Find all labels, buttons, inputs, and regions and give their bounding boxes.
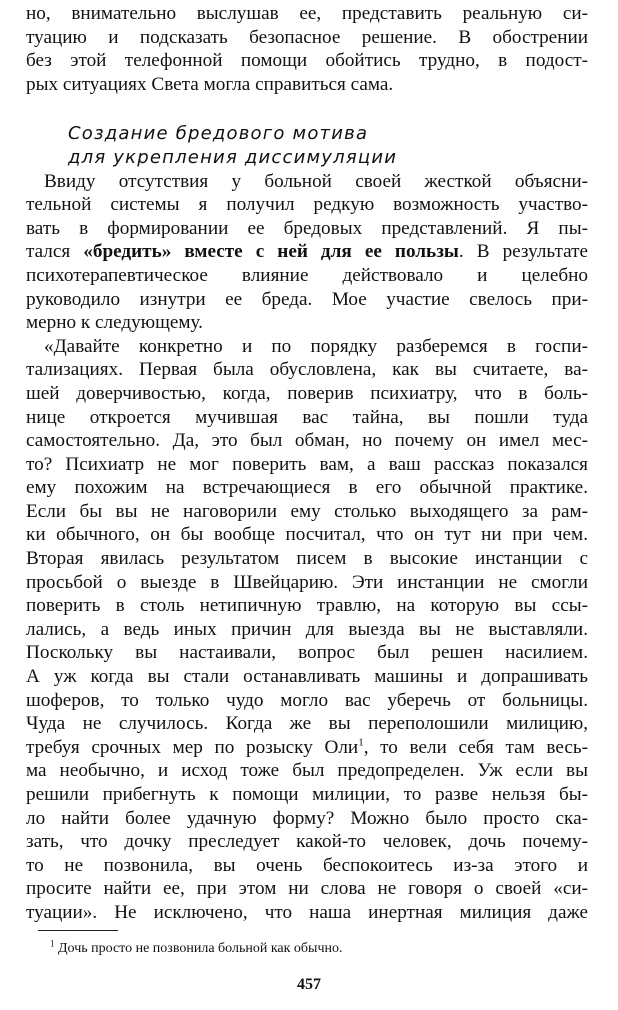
bold-phrase: «бредить» вместе с ней для ее пользы: [83, 241, 459, 263]
text-line: самостоятельно. Да, это был обман, но почему он имел мес-: [26, 430, 588, 452]
text-line: просьбой о выезде в Швейцарию. Эти инстанции не смогли: [26, 571, 588, 593]
text-line: Вторая явилась результатом писем в высокие инстанции с: [26, 548, 588, 570]
footnote: [50, 940, 343, 958]
text-line: Чуда не случилось. Когда же вы переполошили милицию,: [26, 713, 588, 735]
page-number: 457: [297, 976, 321, 993]
text-line: рых ситуациях Света могла справиться сама.: [26, 73, 394, 95]
text-line: поверить в столь нетипичную травлю, на которую вы ссы-: [26, 595, 588, 617]
footnote-divider: [38, 930, 118, 931]
text-line: без этой телефонной помощи обойтись трудно, в подост-: [26, 50, 588, 72]
text-line-with-bold: [26, 240, 588, 264]
text-line: шей доверчивостью, когда, поверив психиатру, что в боль-: [26, 382, 588, 404]
text-line: мерно к следующему.: [26, 312, 203, 334]
heading-line: для укрепления диссимуляции: [68, 146, 398, 168]
text-line: психотерапевтическое влияние действовало и целебно: [26, 264, 588, 286]
text-line: Поскольку вы настаивали, вопрос был решен насилием.: [26, 642, 588, 664]
text-run: требуя срочных мер по розыску Оли: [26, 736, 359, 758]
text-line: тельной системы я получил редкую возможность участво-: [26, 194, 588, 216]
text-line: ки обычного, он бы вообще посчитал, что он тут ни при чем.: [26, 524, 588, 546]
text-run: . В результате: [458, 241, 588, 263]
text-line: лались, а ведь иных причин для выезда вы не выставляли.: [26, 618, 588, 640]
section-heading: [26, 122, 588, 169]
text-line: А уж когда вы стали останавливать машины и допрашивать: [26, 666, 588, 688]
text-line: то? Психиатр не мог поверить вам, а ваш рассказ показался: [26, 453, 588, 475]
text-line: вать в формировании ее бредовых представлений. Я пы-: [26, 217, 588, 239]
text-line-with-footnote-ref: [26, 736, 588, 760]
quote-paragraph: [26, 335, 588, 925]
text-line: «Давайте конкретно и по порядку разберемся в госпи-: [44, 335, 588, 357]
paragraph-two: [26, 170, 588, 335]
footnote-ref: 1: [358, 736, 364, 749]
text-line: но, внимательно выслушав ее, представить реальную си-: [26, 3, 588, 24]
text-line: то не позвонила, вы очень беспокоитесь из-за этого и: [26, 854, 588, 876]
text-line: зать, что дочку преследует какой-то человек, дочь почему-: [26, 831, 588, 853]
text-line: шоферов, то только чудо могло вас уберечь от больницы.: [26, 689, 588, 711]
text-line: просите найти ее, при этом ни слова не говоря о своей «си-: [26, 878, 588, 900]
book-page: [26, 0, 588, 925]
footnote-text: Дочь просто не позвонила больной как обычно.: [54, 941, 343, 956]
text-line: руководило изнутри ее бреда. Мое участие свелось при-: [26, 288, 588, 310]
heading-line: Создание бредового мотива: [68, 123, 369, 145]
text-run: , то вели себя там весь-: [363, 736, 588, 758]
text-line: решили прибегнуть к помощи милиции, то разве нельзя бы-: [26, 784, 588, 805]
footnote-marker: 1: [50, 938, 55, 949]
text-line: ему похожим на встречающиеся в его обычной практике.: [26, 477, 588, 499]
text-line: тализациях. Первая была обусловлена, как вы считаете, ва-: [26, 359, 588, 381]
text-line: туации». Не исключено, что наша инертная милиция даже: [26, 901, 588, 923]
text-line: ма необычно, и исход тоже был предопределен. Уж если вы: [26, 760, 588, 782]
text-line: Если бы вы не наговорили ему столько выходящего за рам-: [26, 500, 588, 522]
text-line: туацию и подсказать безопасное решение. В обострении: [26, 26, 588, 48]
text-line: нице откроется мучившая вас тайна, вы пошли туда: [26, 406, 588, 428]
top-paragraph: [26, 2, 588, 96]
text-run: тался: [26, 241, 84, 263]
text-line: Ввиду отсутствия у больной своей жесткой объясни-: [44, 170, 588, 192]
text-line: ло найти более удачную форму? Можно было просто ска-: [26, 807, 588, 829]
